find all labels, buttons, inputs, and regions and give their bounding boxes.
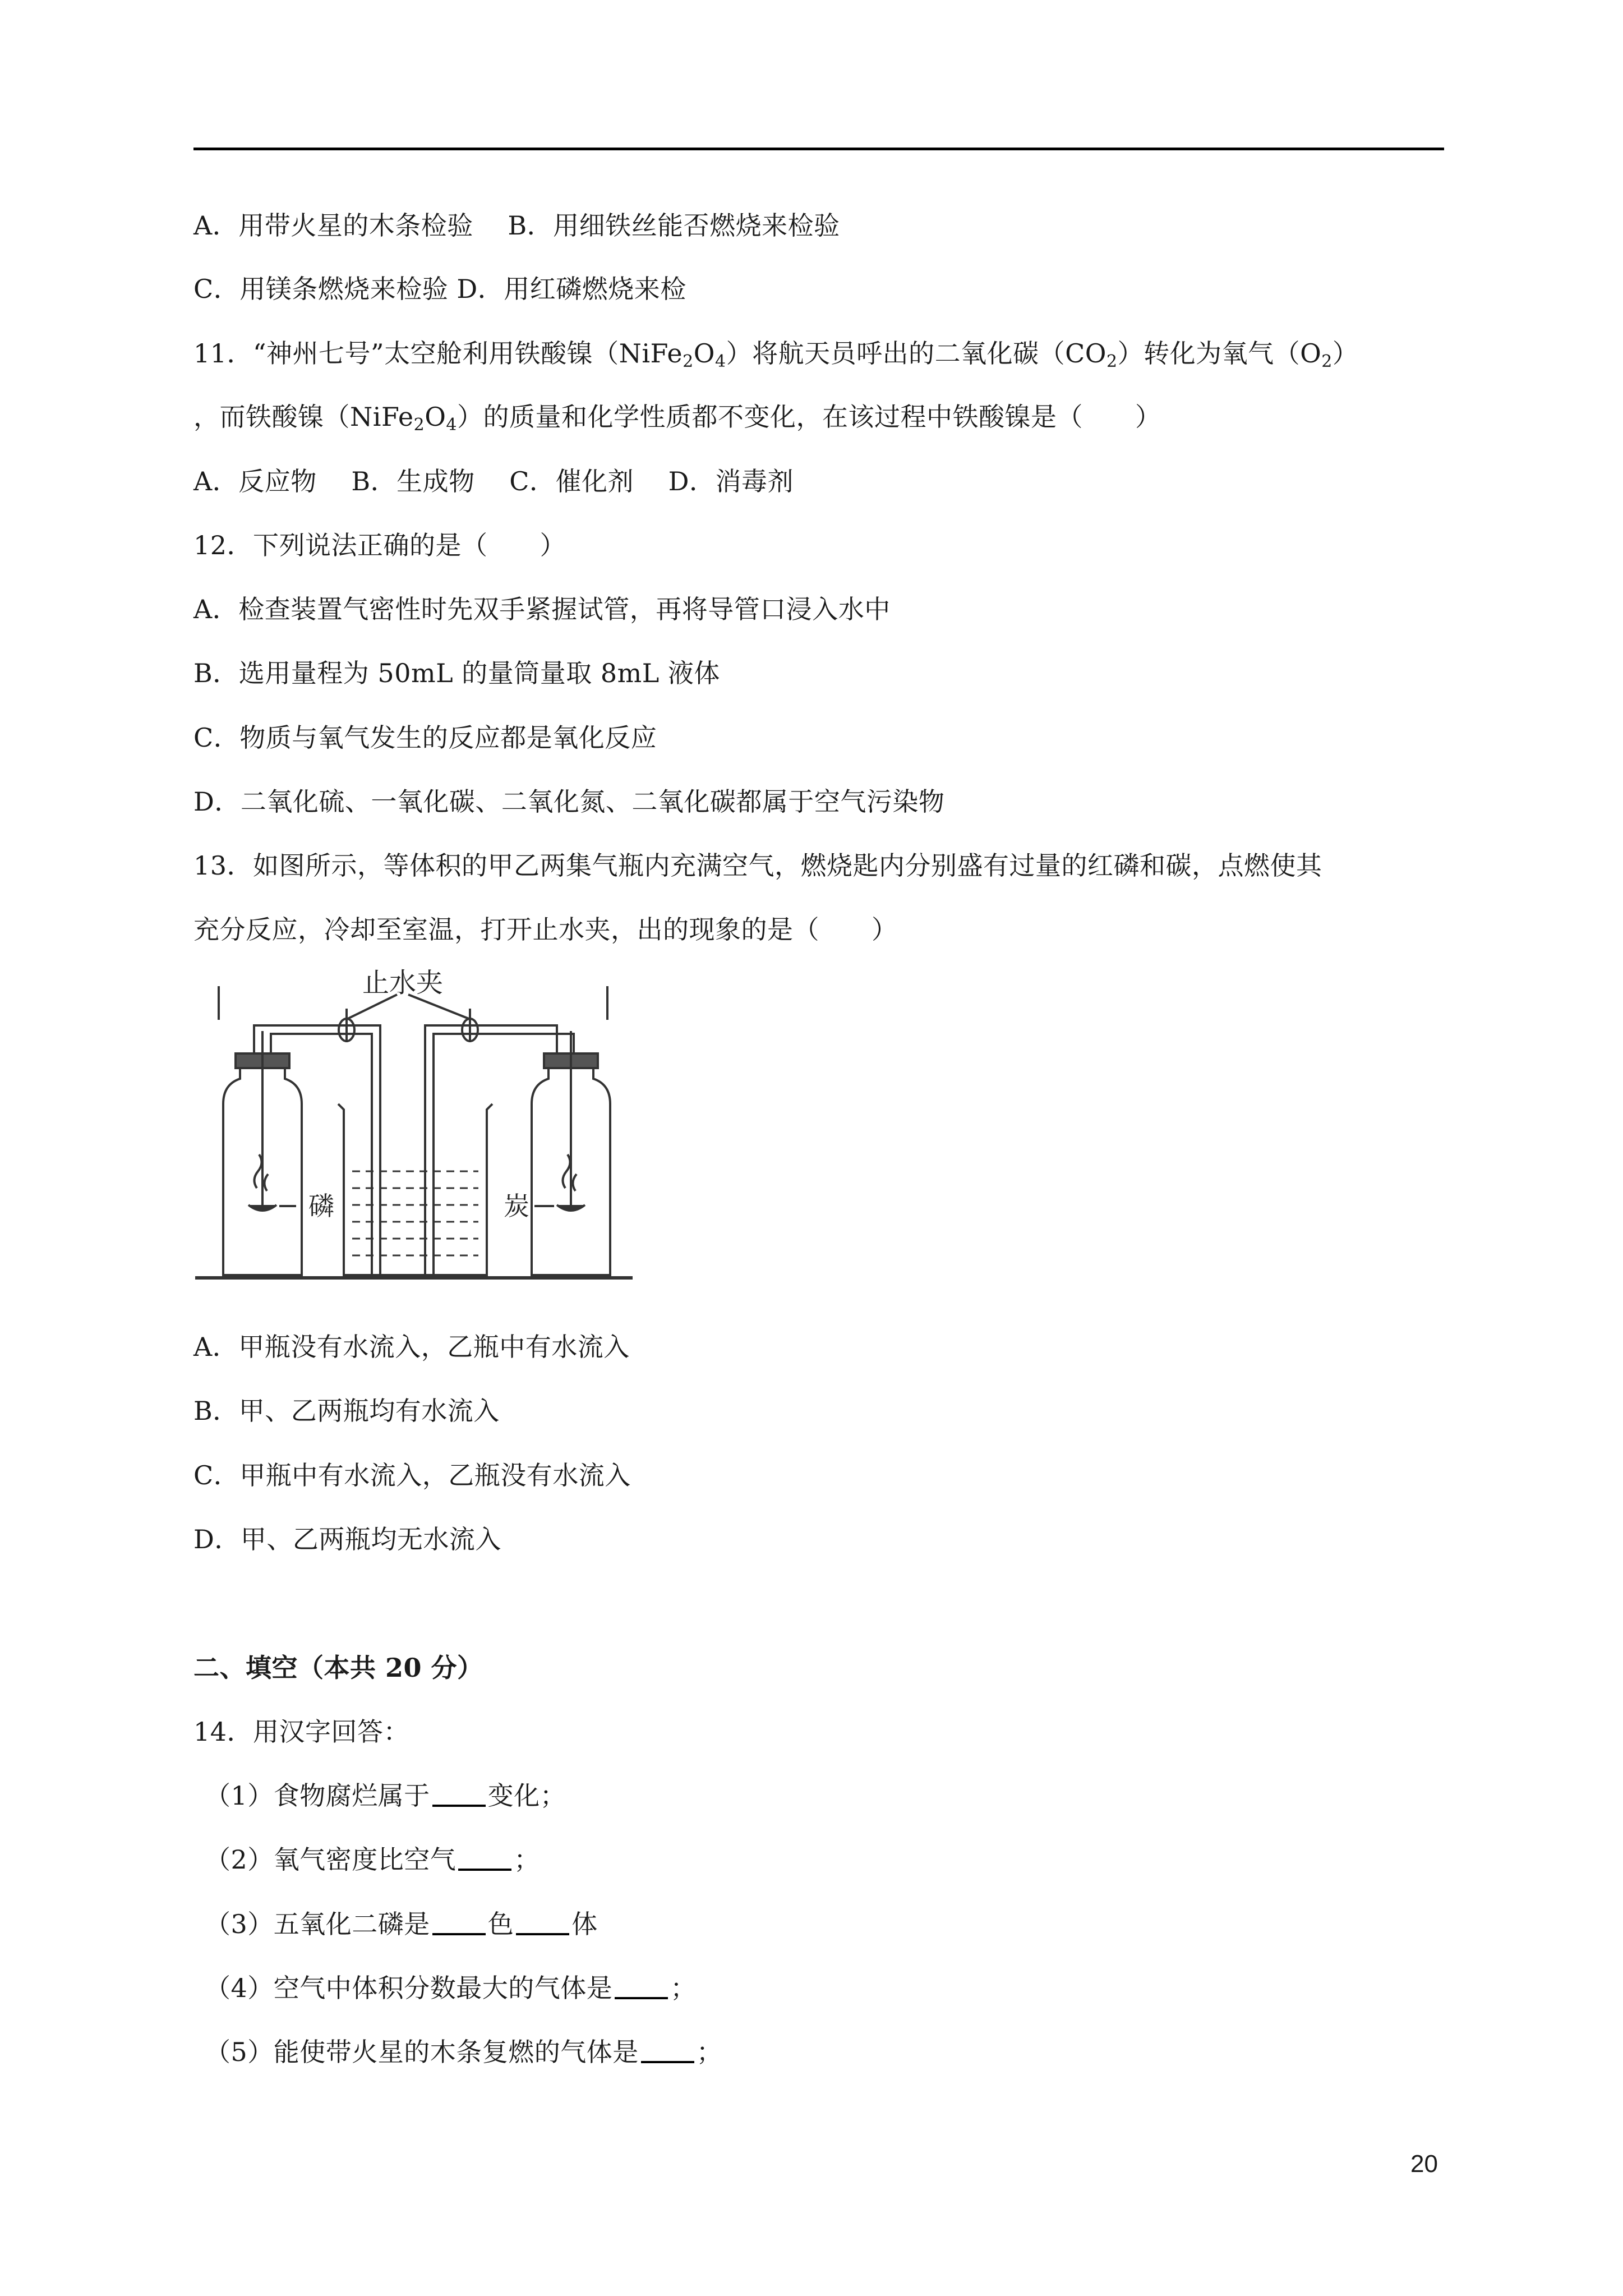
- q10-options-line-1: A．用带火星的木条检验 B．用细铁丝能否燃烧来检验: [193, 210, 840, 241]
- q14-item-3: [205, 1907, 598, 1941]
- answer-blank[interactable]: [458, 1846, 511, 1871]
- q13-option-d: D．甲、乙两瓶均无水流入: [193, 1524, 501, 1554]
- q11-text: ，而铁酸镍（NiFe: [193, 402, 414, 432]
- q11-stem-line-1: [193, 337, 1358, 370]
- q10-options-line-2: C．用镁条燃烧来检验 D．用红磷燃烧来检: [193, 274, 686, 304]
- q12-stem: 12．下列说法正确的是（ ）: [193, 530, 566, 560]
- phosphorus-label: 磷: [308, 1191, 334, 1221]
- q14-item-text: 体: [571, 1909, 598, 1939]
- q11-text: ）的质量和化学性质都不变化，在该过程中铁酸镍是（ ）: [457, 402, 1161, 432]
- q11-text: ）: [1332, 338, 1359, 369]
- q11-subscript: 4: [446, 415, 457, 435]
- q13-option-a: A．甲瓶没有水流入，乙瓶中有水流入: [193, 1332, 630, 1362]
- q12-option-d: D．二氧化硫、一氧化碳、二氧化氮、二氧化碳都属于空气污染物: [193, 786, 945, 817]
- answer-blank[interactable]: [432, 1782, 486, 1807]
- q11-text: O: [693, 338, 715, 369]
- q11-text: ）将航天员呼出的二氧化碳（CO: [726, 338, 1106, 369]
- q12-option-b: B．选用量程为 50mL 的量筒量取 8mL 液体: [193, 658, 720, 688]
- clamp-label: 止水夹: [362, 967, 444, 999]
- q14-stem: 14．用汉字回答：: [193, 1717, 410, 1747]
- q11-subscript: 2: [1321, 352, 1332, 371]
- q11-stem-line-2: [193, 400, 1161, 434]
- answer-blank[interactable]: [432, 1911, 486, 1935]
- q11-text: O: [425, 402, 446, 432]
- q11-subscript: 2: [683, 352, 694, 371]
- q11-subscript: 2: [413, 415, 425, 435]
- header-rule: [193, 148, 1444, 150]
- q12-option-c: C．物质与氧气发生的反应都是氧化反应: [193, 723, 657, 753]
- q14-item-text: （3）五氧化二磷是: [205, 1909, 430, 1939]
- q14-item-text: （2）氧气密度比空气: [205, 1844, 457, 1875]
- q14-item-text: （5）能使带火星的木条复燃的气体是: [205, 2037, 639, 2067]
- answer-blank[interactable]: [615, 1975, 668, 1999]
- q11-text: ）转化为氧气（O: [1117, 338, 1322, 369]
- q14-item-2: [205, 1843, 540, 1876]
- q12-option-a: A．检查装置气密性时先双手紧握试管，再将导管口浸入水中: [193, 594, 891, 624]
- q11-text: 11．“神州七号”太空舱利用铁酸镍（NiFe: [193, 338, 683, 369]
- q14-item-text: ；: [514, 1844, 540, 1875]
- answer-blank[interactable]: [641, 2039, 694, 2063]
- carbon-label: 炭: [504, 1191, 529, 1221]
- q14-item-4: [205, 1971, 697, 2005]
- q14-item-text: 色: [487, 1909, 514, 1939]
- q14-item-text: （4）空气中体积分数最大的气体是: [205, 1973, 613, 2003]
- q14-item-1: [205, 1779, 566, 1812]
- q14-item-text: （1）食物腐烂属于: [205, 1780, 430, 1811]
- q14-item-text: 变化；: [487, 1780, 566, 1811]
- q11-subscript: 2: [1106, 352, 1118, 371]
- q14-item-text: ；: [696, 2037, 723, 2067]
- q13-stem-line-2: 充分反应，冷却至室温，打开止水夹，出的现象的是（ ）: [193, 914, 898, 945]
- q14-item-5: [205, 2035, 722, 2069]
- gas-bottle-apparatus-figure: [190, 964, 638, 1289]
- section-2-heading: 二、填空（本共 20 分）: [193, 1653, 483, 1683]
- q14-item-text: ；: [670, 1973, 697, 2003]
- q13-option-b: B．甲、乙两瓶均有水流入: [193, 1396, 500, 1426]
- q11-subscript: 4: [714, 352, 726, 371]
- answer-blank[interactable]: [516, 1911, 569, 1935]
- q13-option-c: C．甲瓶中有水流入，乙瓶没有水流入: [193, 1460, 631, 1490]
- q11-options: A．反应物 B．生成物 C．催化剂 D．消毒剂: [193, 466, 794, 496]
- page-number: 20: [1410, 2150, 1438, 2178]
- q13-stem-line-1: 13．如图所示，等体积的甲乙两集气瓶内充满空气，燃烧匙内分别盛有过量的红磷和碳，点燃使其: [193, 850, 1322, 881]
